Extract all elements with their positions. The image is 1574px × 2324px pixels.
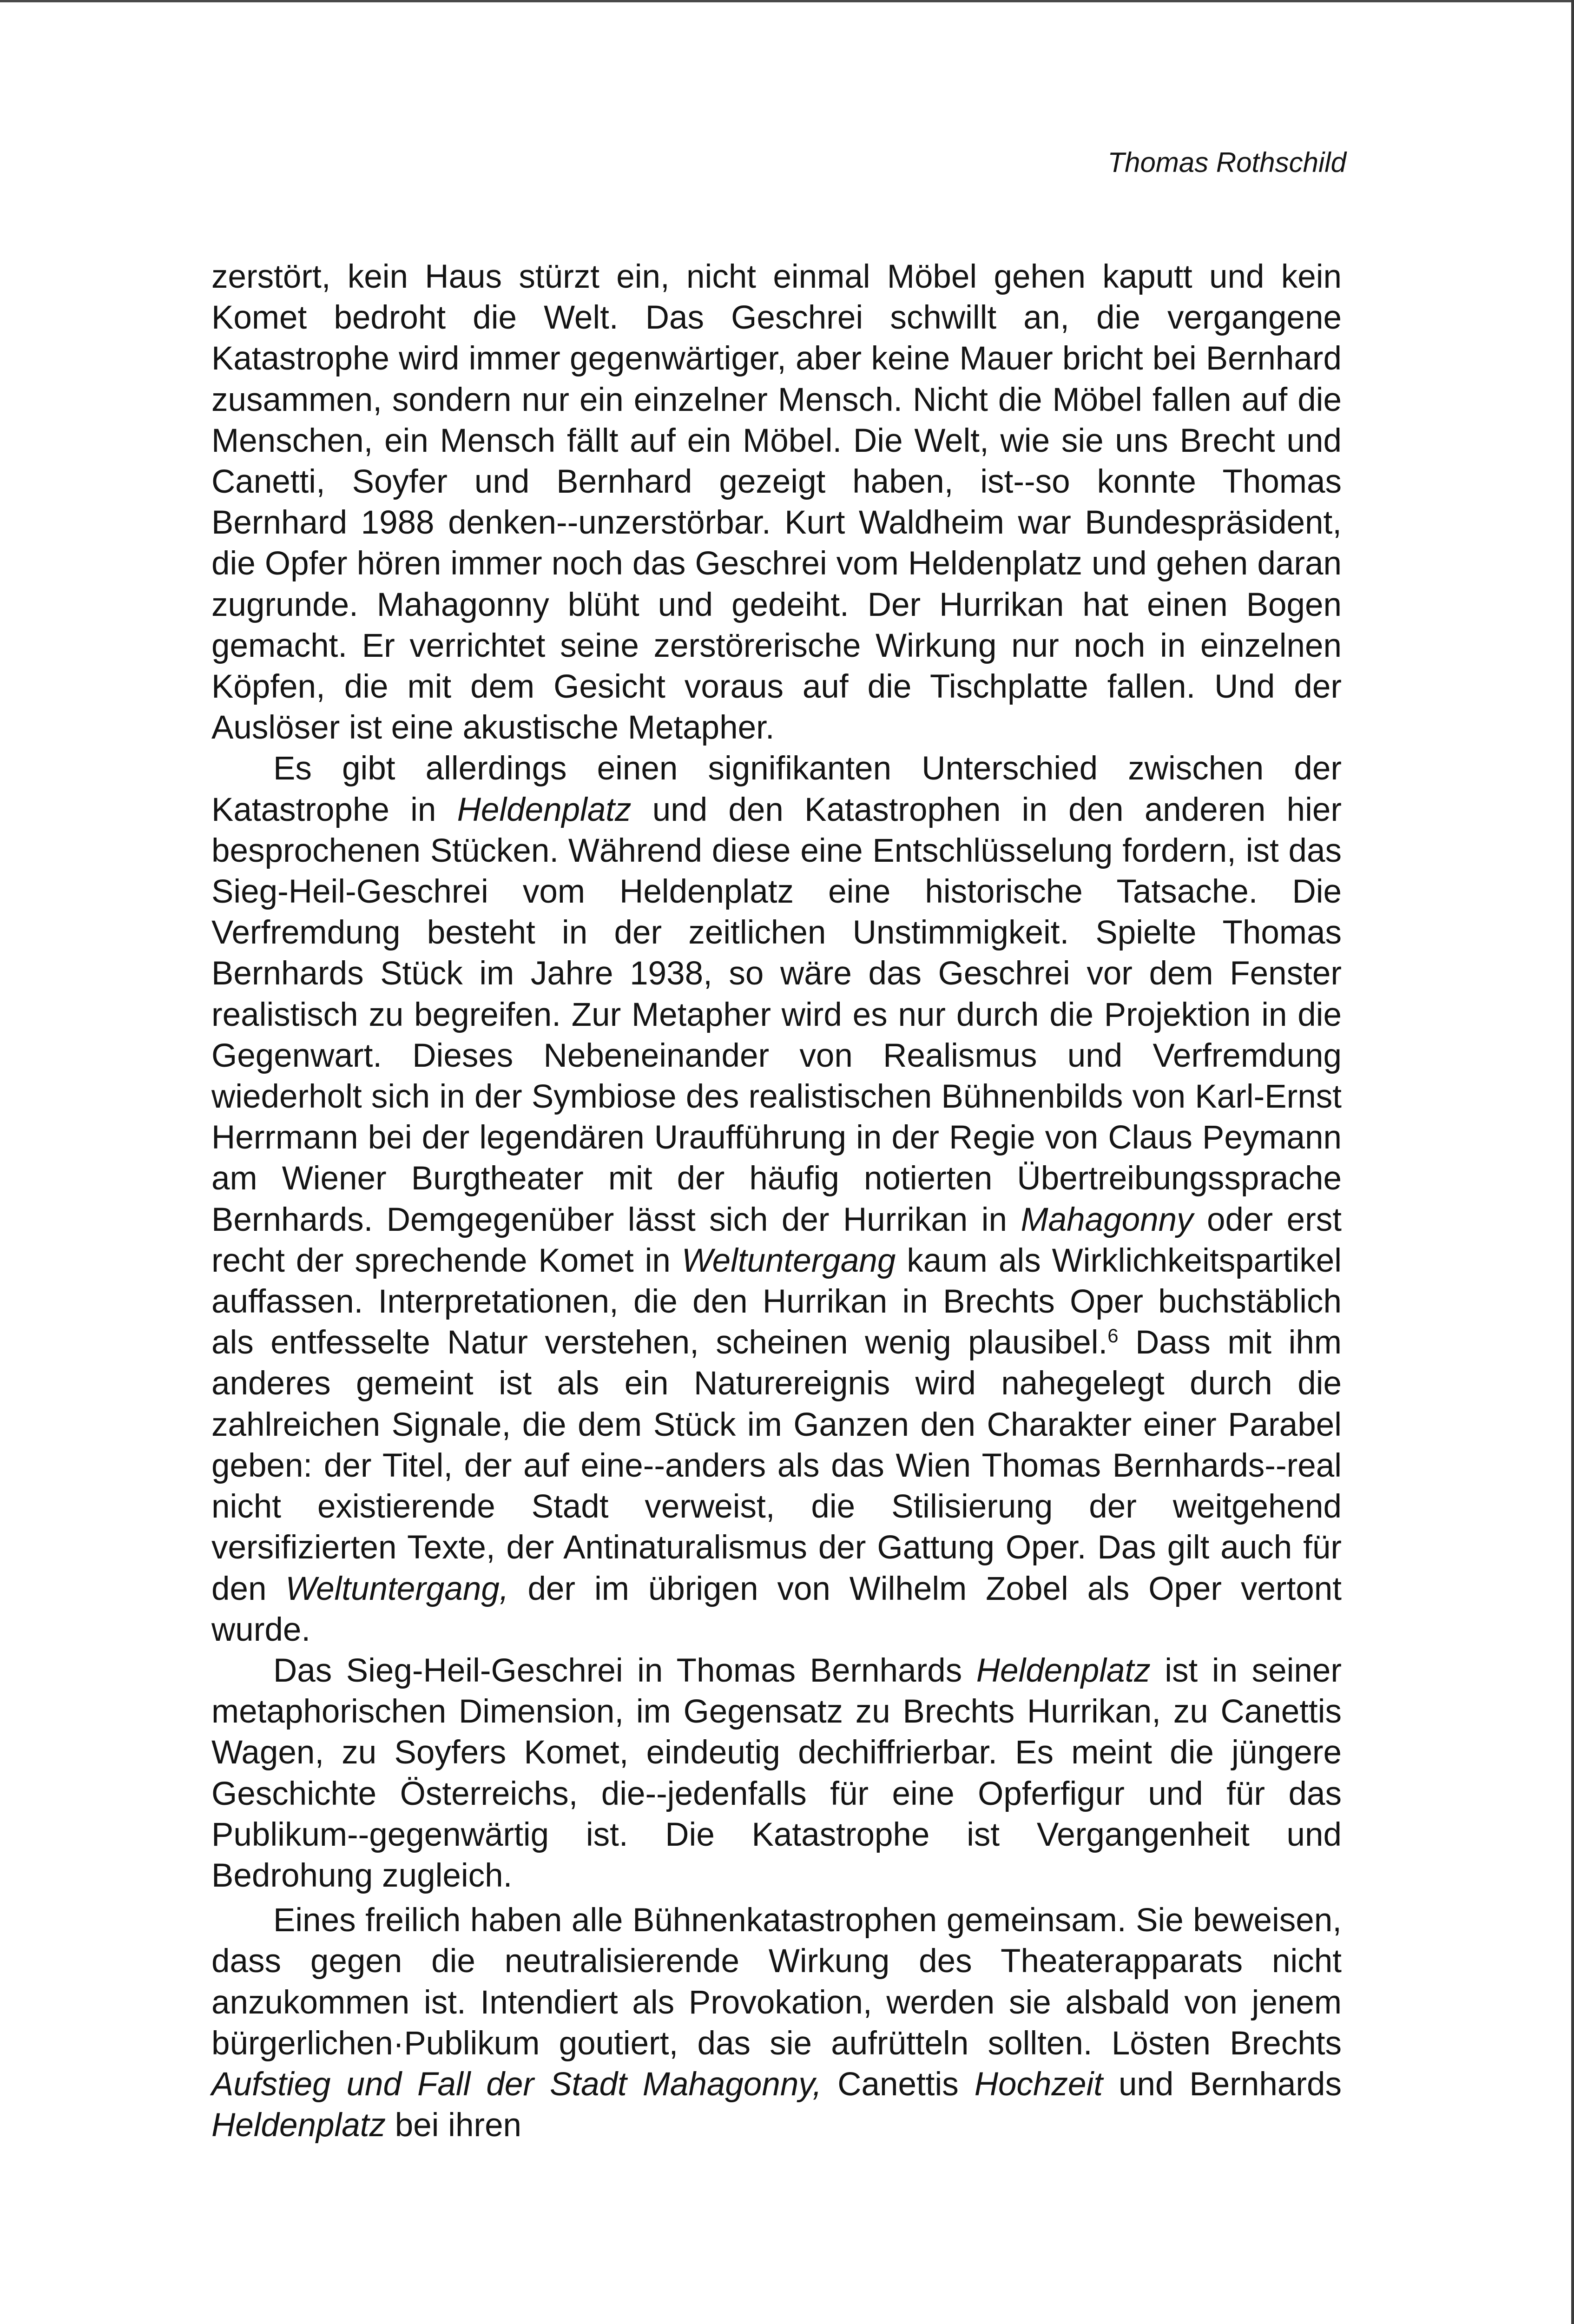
paragraph-4-text-1: Eines freilich haben alle Bühnenkatastrophen gemeinsam. Sie beweisen, dass gegen die neutralisierende Wirkung des Theaterapparats nicht anzukommen ist. Intendiert als Provokation, werden sie alsbald von jenem bürgerlichen·Publikum goutiert, das sie aufrütteln sollten. Lösten Brechts — [211, 1902, 1342, 2062]
paragraph-2-text-2: und den Katastrophen in den anderen hier besprochenen Stücken. Während diese eine Entschlüsselung fordern, ist das Sieg-Heil-Geschrei vom Heldenplatz eine historische Tatsache. Die Verfremdung besteht in der zeitlichen Unstimmigkeit. Spielte Thomas Bernhards Stück im Jahre 1938, so wäre das Geschrei vor dem Fenster realistisch zu begreifen. Zur Metapher wird es nur durch die Projektion in die Gegenwart. Dieses Nebeneinander von Realismus und Verfremdung wiederholt sich in der Symbiose des realistischen Bühnenbilds von Karl-Ernst Herrmann bei der legendären Uraufführung in der Regie von Claus Peymann am Wiener Burgtheater mit der häufig notierten Übertreibungssprache Bernhards. Demgegenüber lässt sich der Hurrikan in — [211, 791, 1342, 1238]
paragraph-2 — [211, 748, 1342, 1650]
paragraph-3 — [211, 1651, 1342, 1896]
work-title-heldenplatz-3: Heldenplatz — [211, 2107, 386, 2144]
work-title-heldenplatz: Heldenplatz — [457, 791, 632, 828]
paragraph-4-text-2: Canettis — [822, 2066, 975, 2103]
paragraph-2-text-5: Dass mit ihm anderes gemeint ist als ein Naturereignis wird nahegelegt durch die zahlreichen Signale, die dem Stück im Ganzen den Charakter einer Parabel geben: der Titel, der auf eine--anders als das Wien Thomas Bernhards--real nicht existierende Stadt verweist, die Stilisierung der weitgehend versifizierten Texte, der Antinaturalismus der Gattung Oper. Das gilt auch für den — [211, 1324, 1342, 1607]
paragraph-2-text-1: Es gibt allerdings einen signifikanten Unterschied zwischen der Katastrophe in — [211, 750, 1342, 828]
paragraph-4-text-4: bei ihren — [385, 2107, 522, 2144]
scan-border-right — [1571, 0, 1574, 2324]
paragraph-4 — [211, 1900, 1342, 2146]
paragraph-3-text-1: Das Sieg-Heil-Geschrei in Thomas Bernhards — [273, 1652, 976, 1689]
paragraph-2-text-6: der im übrigen von Wilhelm Zobel als Oper vertont wurde. — [211, 1570, 1342, 1648]
paragraph-4-text-3: und Bernhards — [1102, 2066, 1342, 2103]
paragraph-1-text: zerstört, kein Haus stürzt ein, nicht einmal Möbel gehen kaputt und kein Komet bedroht die Welt. Das Geschrei schwillt an, die vergangene Katastrophe wird immer gegenwärtiger, aber keine Mauer bricht bei Bernhard zusammen, sondern nur ein einzelner Mensch. Nicht die Möbel fallen auf die Menschen, ein Mensch fällt auf ein Möbel. Die Welt, wie sie uns Brecht und Canetti, Soyfer und Bernhard gezeigt haben, ist--so konnte Thomas Bernhard 1988 denken--unzerstörbar. Kurt Waldheim war Bundespräsident, die Opfer hören immer noch das Geschrei vom Heldenplatz und gehen daran zugrunde. Mahagonny blüht und gedeiht. Der Hurrikan hat einen Bogen gemacht. Er verrichtet seine zerstörerische Wirkung nur noch in einzelnen Köpfen, die mit dem Gesicht voraus auf die Tischplatte fallen. Und der Auslöser ist eine akustische Metapher. — [211, 258, 1342, 746]
paragraph-2-text-3: oder erst recht der sprechende Komet in — [211, 1201, 1342, 1279]
scan-border-top — [0, 0, 1574, 2]
paragraph-1 — [211, 257, 1342, 748]
work-title-heldenplatz-2: Heldenplatz — [976, 1652, 1151, 1689]
running-head: Thomas Rothschild — [1107, 147, 1346, 178]
work-title-weltuntergang: Weltuntergang — [681, 1242, 896, 1279]
footnote-reference[interactable]: 6 — [1107, 1325, 1119, 1347]
paragraph-3-text-2: ist in seiner metaphorischen Dimension, im Gegensatz zu Brechts Hurrikan, zu Canettis Wagen, zu Soyfers Komet, eindeutig dechiffrierbar. Es meint die jüngere Geschichte Österreichs, die--jedenfalls für eine Opferfigur und für das Publikum--gegenwärtig ist. Die Katastrophe ist Vergangenheit und Bedrohung zugleich. — [211, 1652, 1342, 1894]
work-title-hochzeit: Hochzeit — [974, 2066, 1103, 2103]
work-title-aufstieg-und-fall: Aufstieg und Fall der Stadt Mahagonny, — [211, 2066, 822, 2103]
work-title-weltuntergang-2: Weltuntergang, — [285, 1570, 509, 1607]
paragraph-2-text-4: kaum als Wirklichkeitspartikel auffassen. Interpretationen, die den Hurrikan in Brechts Oper buchstäblich als entfesselte Natur verstehen, scheinen wenig plausibel. — [211, 1242, 1342, 1361]
body-text — [211, 257, 1342, 2146]
work-title-mahagonny: Mahagonny — [1021, 1201, 1193, 1238]
